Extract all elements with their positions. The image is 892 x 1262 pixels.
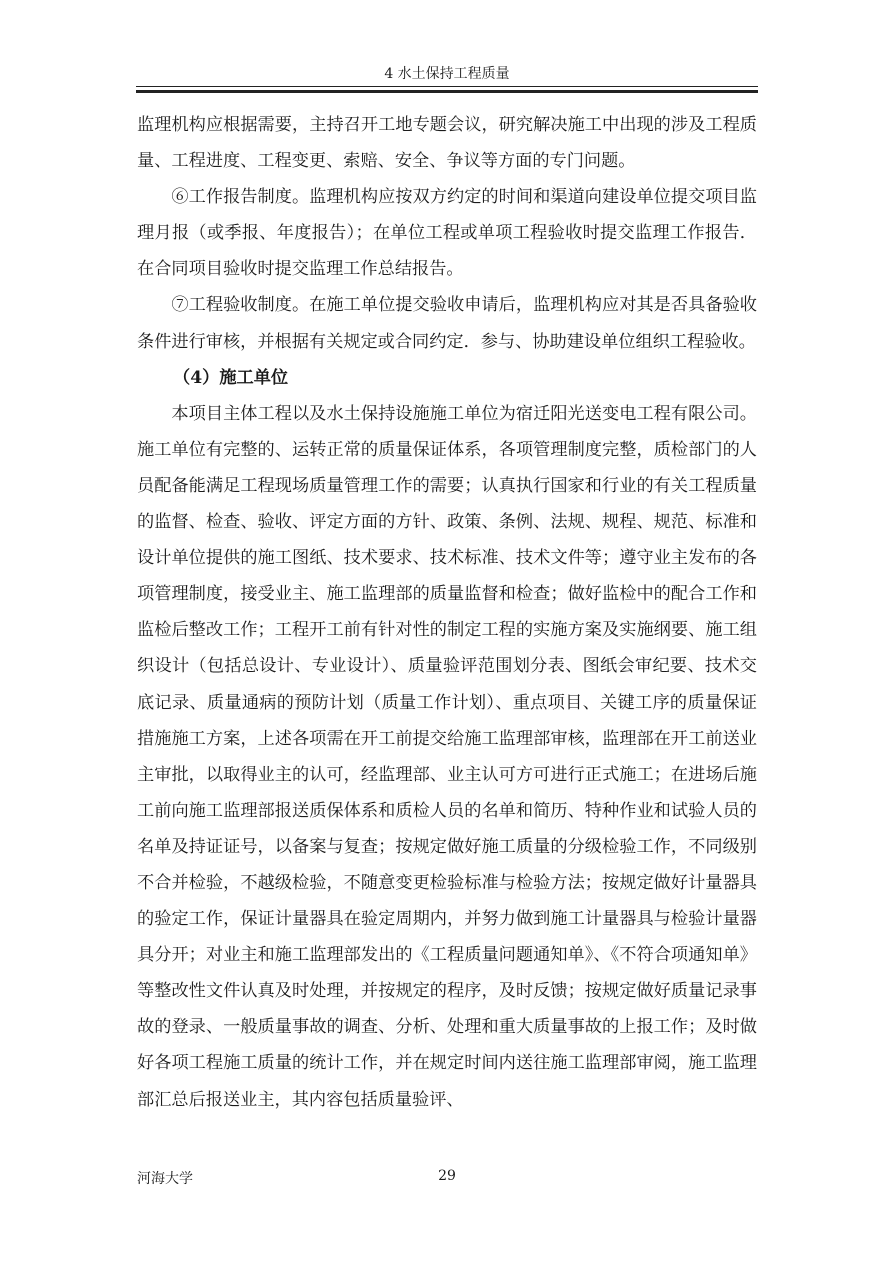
header-rule-thin	[136, 86, 758, 87]
section-heading-construction-unit: （4）施工单位	[173, 367, 289, 388]
body-text	[137, 107, 757, 1118]
header-rule-thick	[136, 90, 758, 93]
paragraph-meeting-continued: 监理机构应根据需要，主持召开工地专题会议，研究解决施工中出现的涉及工程质量、工程进度、工程变更、索赔、安全、争议等方面的专门问题。	[137, 115, 757, 172]
paragraph-acceptance-system: ⑦工程验收制度。在施工单位提交验收申请后，监理机构应对其是否具备验收条件进行审核，并根据有关规定或合同约定．参与、协助建设单位组织工程验收。	[137, 295, 757, 352]
running-header: 4 水土保持工程质量	[384, 66, 510, 82]
footer-institution: 河海大学	[137, 1171, 193, 1187]
page-number: 29	[438, 1168, 456, 1184]
paragraph-work-report-system: ⑥工作报告制度。监理机构应按双方约定的时间和渠道向建设单位提交项目监理月报（或季报、年度报告）；在单位工程或单项工程验收时提交监理工作报告．在合同项目验收时提交监理工作总结报告。	[137, 187, 757, 280]
paragraph-construction-unit: 本项目主体工程以及水土保持设施施工单位为宿迁阳光送变电工程有限公司。施工单位有完整的、运转正常的质量保证体系，各项管理制度完整，质检部门的人员配备能满足工程现场质量管理工作的需要；认真执行国家和行业的有关工程质量的监督、检查、验收、评定方面的方针、政策、条例、法规、规程、规范、标准和设计单位提供的施工图纸、技术要求、技术标准、技术文件等；遵守业主发布的各项管理制度，接受业主、施工监理部的质量监督和检查；做好监检中的配合工作和监检后整改工作；工程开工前有针对性的制定工程的实施方案及实施纲要、施工组织设计（包括总设计、专业设计）、质量验评范围划分表、图纸会审纪要、技术交底记录、质量通病的预防计划（质量工作计划）、重点项目、关键工序的质量保证措施施工方案，上述各项需在开工前提交给施工监理部审核，监理部在开工前送业主审批，以取得业主的认可，经监理部、业主认可方可进行正式施工；在进场后施工前向施工监理部报送质保体系和质检人员的名单和简历、特种作业和试验人员的名单及持证证号，以备案与复查；按规定做好施工质量的分级检验工作，不同级别不合并检验，不越级检验，不随意变更检验标准与检验方法；按规定做好计量器具的验定工作，保证计量器具在验定周期内，并努力做到施工计量器具与检验计量器具分开；对业主和施工监理部发出的《工程质量问题通知单》、《不符合项通知单》等整改性文件认真及时处理，并按规定的程序，及时反馈；按规定做好质量记录事故的登录、一般质量事故的调查、分析、处理和重大质量事故的上报工作；及时做好各项工程施工质量的统计工作，并在规定时间内送往施工监理部审阅，施工监理部汇总后报送业主，其内容包括质量验评、	[137, 403, 757, 1110]
